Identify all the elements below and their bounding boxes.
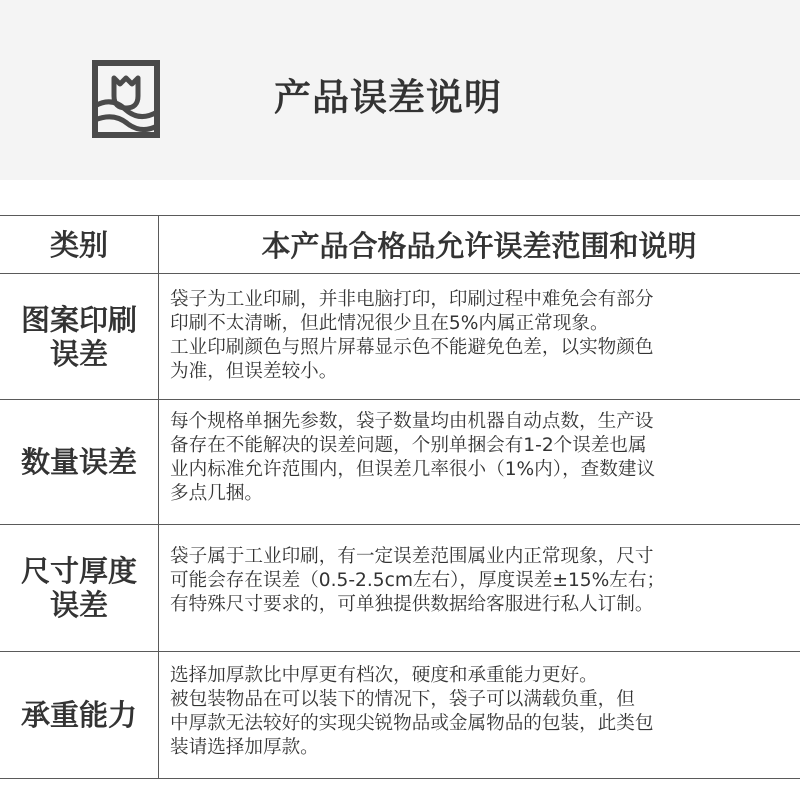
description-line: 多点几捆。 [170, 483, 263, 504]
description-line: 备存在不能解决的误差问题，个别单捆会有1-2个误差也属 [170, 435, 647, 456]
table-row [0, 400, 800, 524]
page-header [0, 0, 800, 180]
table-row [0, 274, 800, 399]
table-header-row [0, 216, 800, 273]
error-table [0, 215, 800, 779]
description-line: 工业印刷颜色与照片屏幕显示色不能避免色差，以实物颜色 [170, 337, 654, 358]
description-line: 装请选择加厚款。 [170, 737, 319, 758]
description-line: 每个规格单捆先参数，袋子数量均由机器自动点数，生产设 [170, 411, 654, 432]
row-category: 图案印刷 误差 [20, 302, 137, 371]
description-line: 袋子属于工业印刷，有一定误差范围属业内正常现象，尺寸 [170, 546, 654, 567]
row-category: 数量误差 [20, 445, 137, 479]
row-description [170, 545, 784, 617]
header-description: 本产品合格品允许误差范围和说明 [261, 229, 697, 263]
table-row [0, 652, 800, 778]
description-line: 袋子为工业印刷，并非电脑打印，印刷过程中难免会有部分 [170, 289, 654, 310]
description-line: 中厚款无法较好的实现尖锐物品或金属物品的包装，此类包 [170, 713, 654, 734]
description-line: 业内标准允许范围内，但误差几率很小（1%内），查数建议 [170, 459, 656, 480]
row-category: 尺寸厚度 误差 [20, 554, 137, 622]
page-title: 产品误差说明 [274, 76, 502, 119]
description-line: 有特殊尺寸要求的，可单独提供数据给客服进行私人订制。 [170, 594, 654, 615]
row-description [170, 664, 784, 760]
description-line: 选择加厚款比中厚更有档次，硬度和承重能力更好。 [170, 665, 598, 686]
row-category: 承重能力 [20, 698, 137, 732]
description-line: 为准，但误差较小。 [170, 361, 338, 382]
bag-logo-icon [92, 60, 160, 138]
description-line: 可能会存在误差（0.5-2.5cm左右），厚度误差±15%左右； [170, 570, 666, 591]
description-line: 印刷不太清晰，但此情况很少且在5%内属正常现象。 [170, 313, 609, 334]
table-row [0, 525, 800, 651]
row-description [170, 288, 784, 384]
header-category: 类别 [49, 227, 108, 262]
description-line: 被包装物品在可以装下的情况下，袋子可以满载负重，但 [170, 689, 635, 710]
row-description [170, 410, 784, 506]
